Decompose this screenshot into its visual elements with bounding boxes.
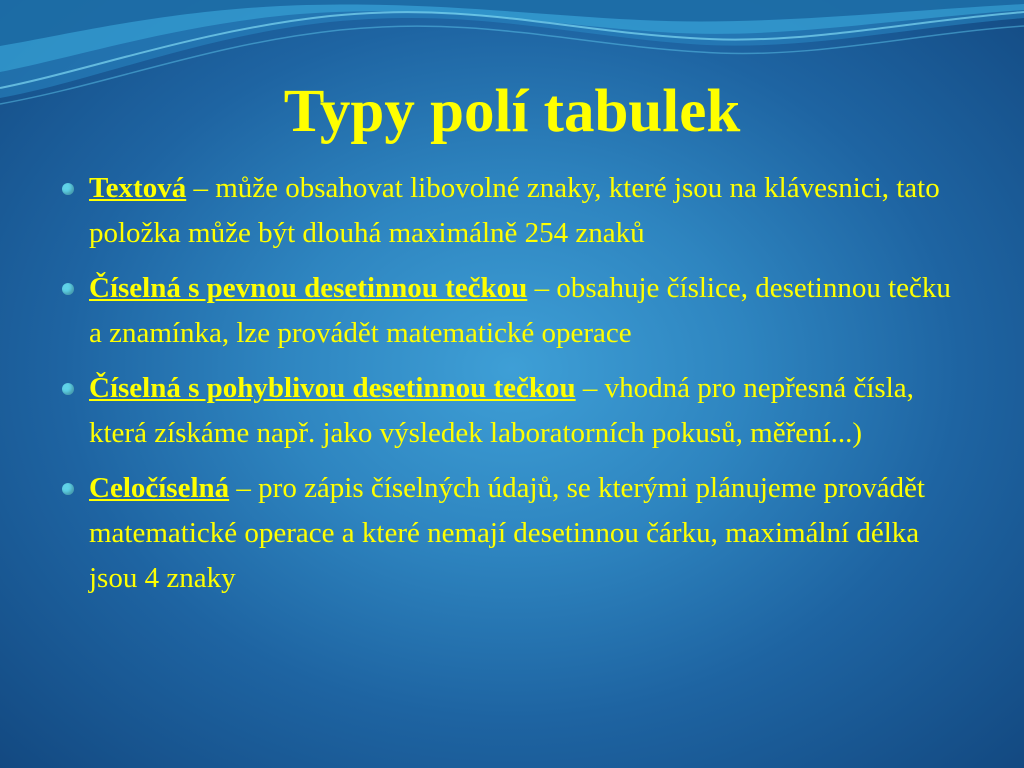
bullet-term: Celočíselná <box>89 472 230 504</box>
bullet-term: Číselná s pevnou desetinnou tečkou <box>89 272 528 304</box>
bullet-text: – obsahuje číslice, desetinnou tečku a znamínka, lze provádět matematické operace <box>89 272 951 349</box>
bullet-text: – pro zápis číselných údajů, se kterými plánujeme provádět matematické operace a které nemají desetinnou čárku, maximální délka jsou 4 znaky <box>89 472 925 594</box>
bullet-item <box>0 366 1024 456</box>
slide-title: Typy polí tabulek <box>283 78 741 145</box>
round-bullet-icon <box>62 383 74 395</box>
bullet-text: – vhodná pro nepřesná čísla, která získáme např. jako výsledek laboratorních pokusů, měření...) <box>89 372 914 449</box>
bullet-text: – může obsahovat libovolné znaky, které jsou na klávesnici, tato položka může být dlouhá maximálně 254 znaků <box>89 172 940 249</box>
bullet-term: Číselná s pohyblivou desetinnou tečkou <box>89 372 576 404</box>
bullet-item <box>0 466 1024 601</box>
bullet-item <box>0 166 1024 256</box>
round-bullet-icon <box>62 183 74 195</box>
bullet-list <box>0 166 1024 611</box>
bullet-term: Textová <box>89 172 187 204</box>
bullet-item <box>0 266 1024 356</box>
round-bullet-icon <box>62 283 74 295</box>
round-bullet-icon <box>62 483 74 495</box>
